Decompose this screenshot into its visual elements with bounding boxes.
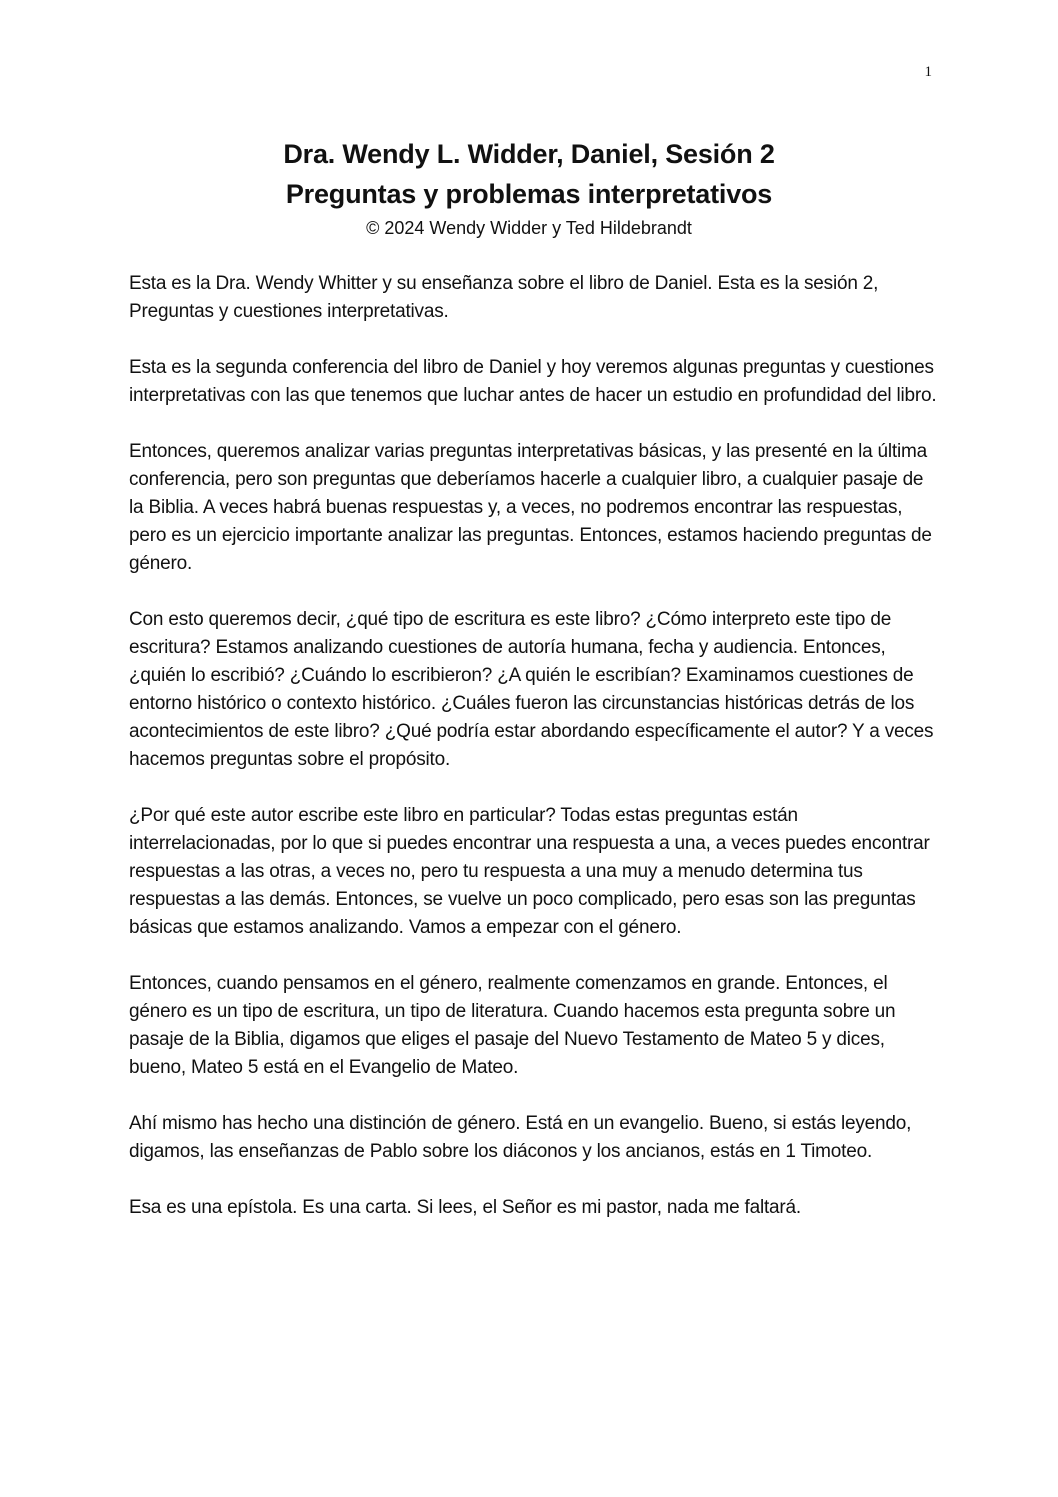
paragraph: Ahí mismo has hecho una distinción de género. Está en un evangelio. Bueno, si estás leyendo, digamos, las enseñanzas de Pablo sobre los diáconos y los ancianos, estás en 1 Timoteo. <box>129 1113 912 1162</box>
title-block <box>0 134 1058 241</box>
paragraph: Esa es una epístola. Es una carta. Si lees, el Señor es mi pastor, nada me faltará. <box>129 1197 802 1218</box>
document-subtitle: Preguntas y problemas interpretativos <box>285 179 773 209</box>
paragraph: Esta es la segunda conferencia del libro de Daniel y hoy veremos algunas preguntas y cuestiones interpretativas con las que tenemos que luchar antes de hacer un estudio en profundidad del libro. <box>129 357 937 406</box>
paragraph: Esta es la Dra. Wendy Whitter y su enseñanza sobre el libro de Daniel. Esta es la sesión 2, Preguntas y cuestiones interpretativas. <box>129 273 879 322</box>
paragraph: Entonces, cuando pensamos en el género, realmente comenzamos en grande. Entonces, el género es un tipo de escritura, un tipo de literatura. Cuando hacemos esta pregunta sobre un pasaje de la Biblia, digamos que eliges el pasaje del Nuevo Testamento de Mateo 5 y dices, bueno, Mateo 5 está en el Evangelio de Mateo. <box>129 973 896 1078</box>
document-body <box>129 270 939 1250</box>
paragraph: Con esto queremos decir, ¿qué tipo de escritura es este libro? ¿Cómo interpreto este tipo de escritura? Estamos analizando cuestiones de autoría humana, fecha y audiencia. Entonces, ¿quién lo escribió? ¿Cuándo lo escribieron? ¿A quién le escribían? Examinamos cuestiones de entorno histórico o contexto histórico. ¿Cuáles fueron las circunstancias históricas detrás de los acontecimientos de este libro? ¿Qué podría estar abordando específicamente el autor? Y a veces hacemos preguntas sobre el propósito. <box>129 609 934 770</box>
paragraph: Entonces, queremos analizar varias preguntas interpretativas básicas, y las presenté en la última conferencia, pero son preguntas que deberíamos hacerle a cualquier libro, a cualquier pasaje de la Biblia. A veces habrá buenas respuestas y, a veces, no podremos encontrar las respuestas, pero es un ejercicio importante analizar las preguntas. Entonces, estamos haciendo preguntas de género. <box>129 441 932 574</box>
paragraph: ¿Por qué este autor escribe este libro en particular? Todas estas preguntas están interrelacionadas, por lo que si puedes encontrar una respuesta a una, a veces puedes encontrar respuestas a las otras, a veces no, pero tu respuesta a una muy a menudo determina tus respuestas a las demás. Entonces, se vuelve un poco complicado, pero esas son las preguntas básicas que estamos analizando. Vamos a empezar con el género. <box>129 805 930 938</box>
document-title: Dra. Wendy L. Widder, Daniel, Sesión 2 <box>283 139 775 169</box>
page-number: 1 <box>924 64 932 80</box>
copyright-notice: © 2024 Wendy Widder y Ted Hildebrandt <box>366 218 692 238</box>
